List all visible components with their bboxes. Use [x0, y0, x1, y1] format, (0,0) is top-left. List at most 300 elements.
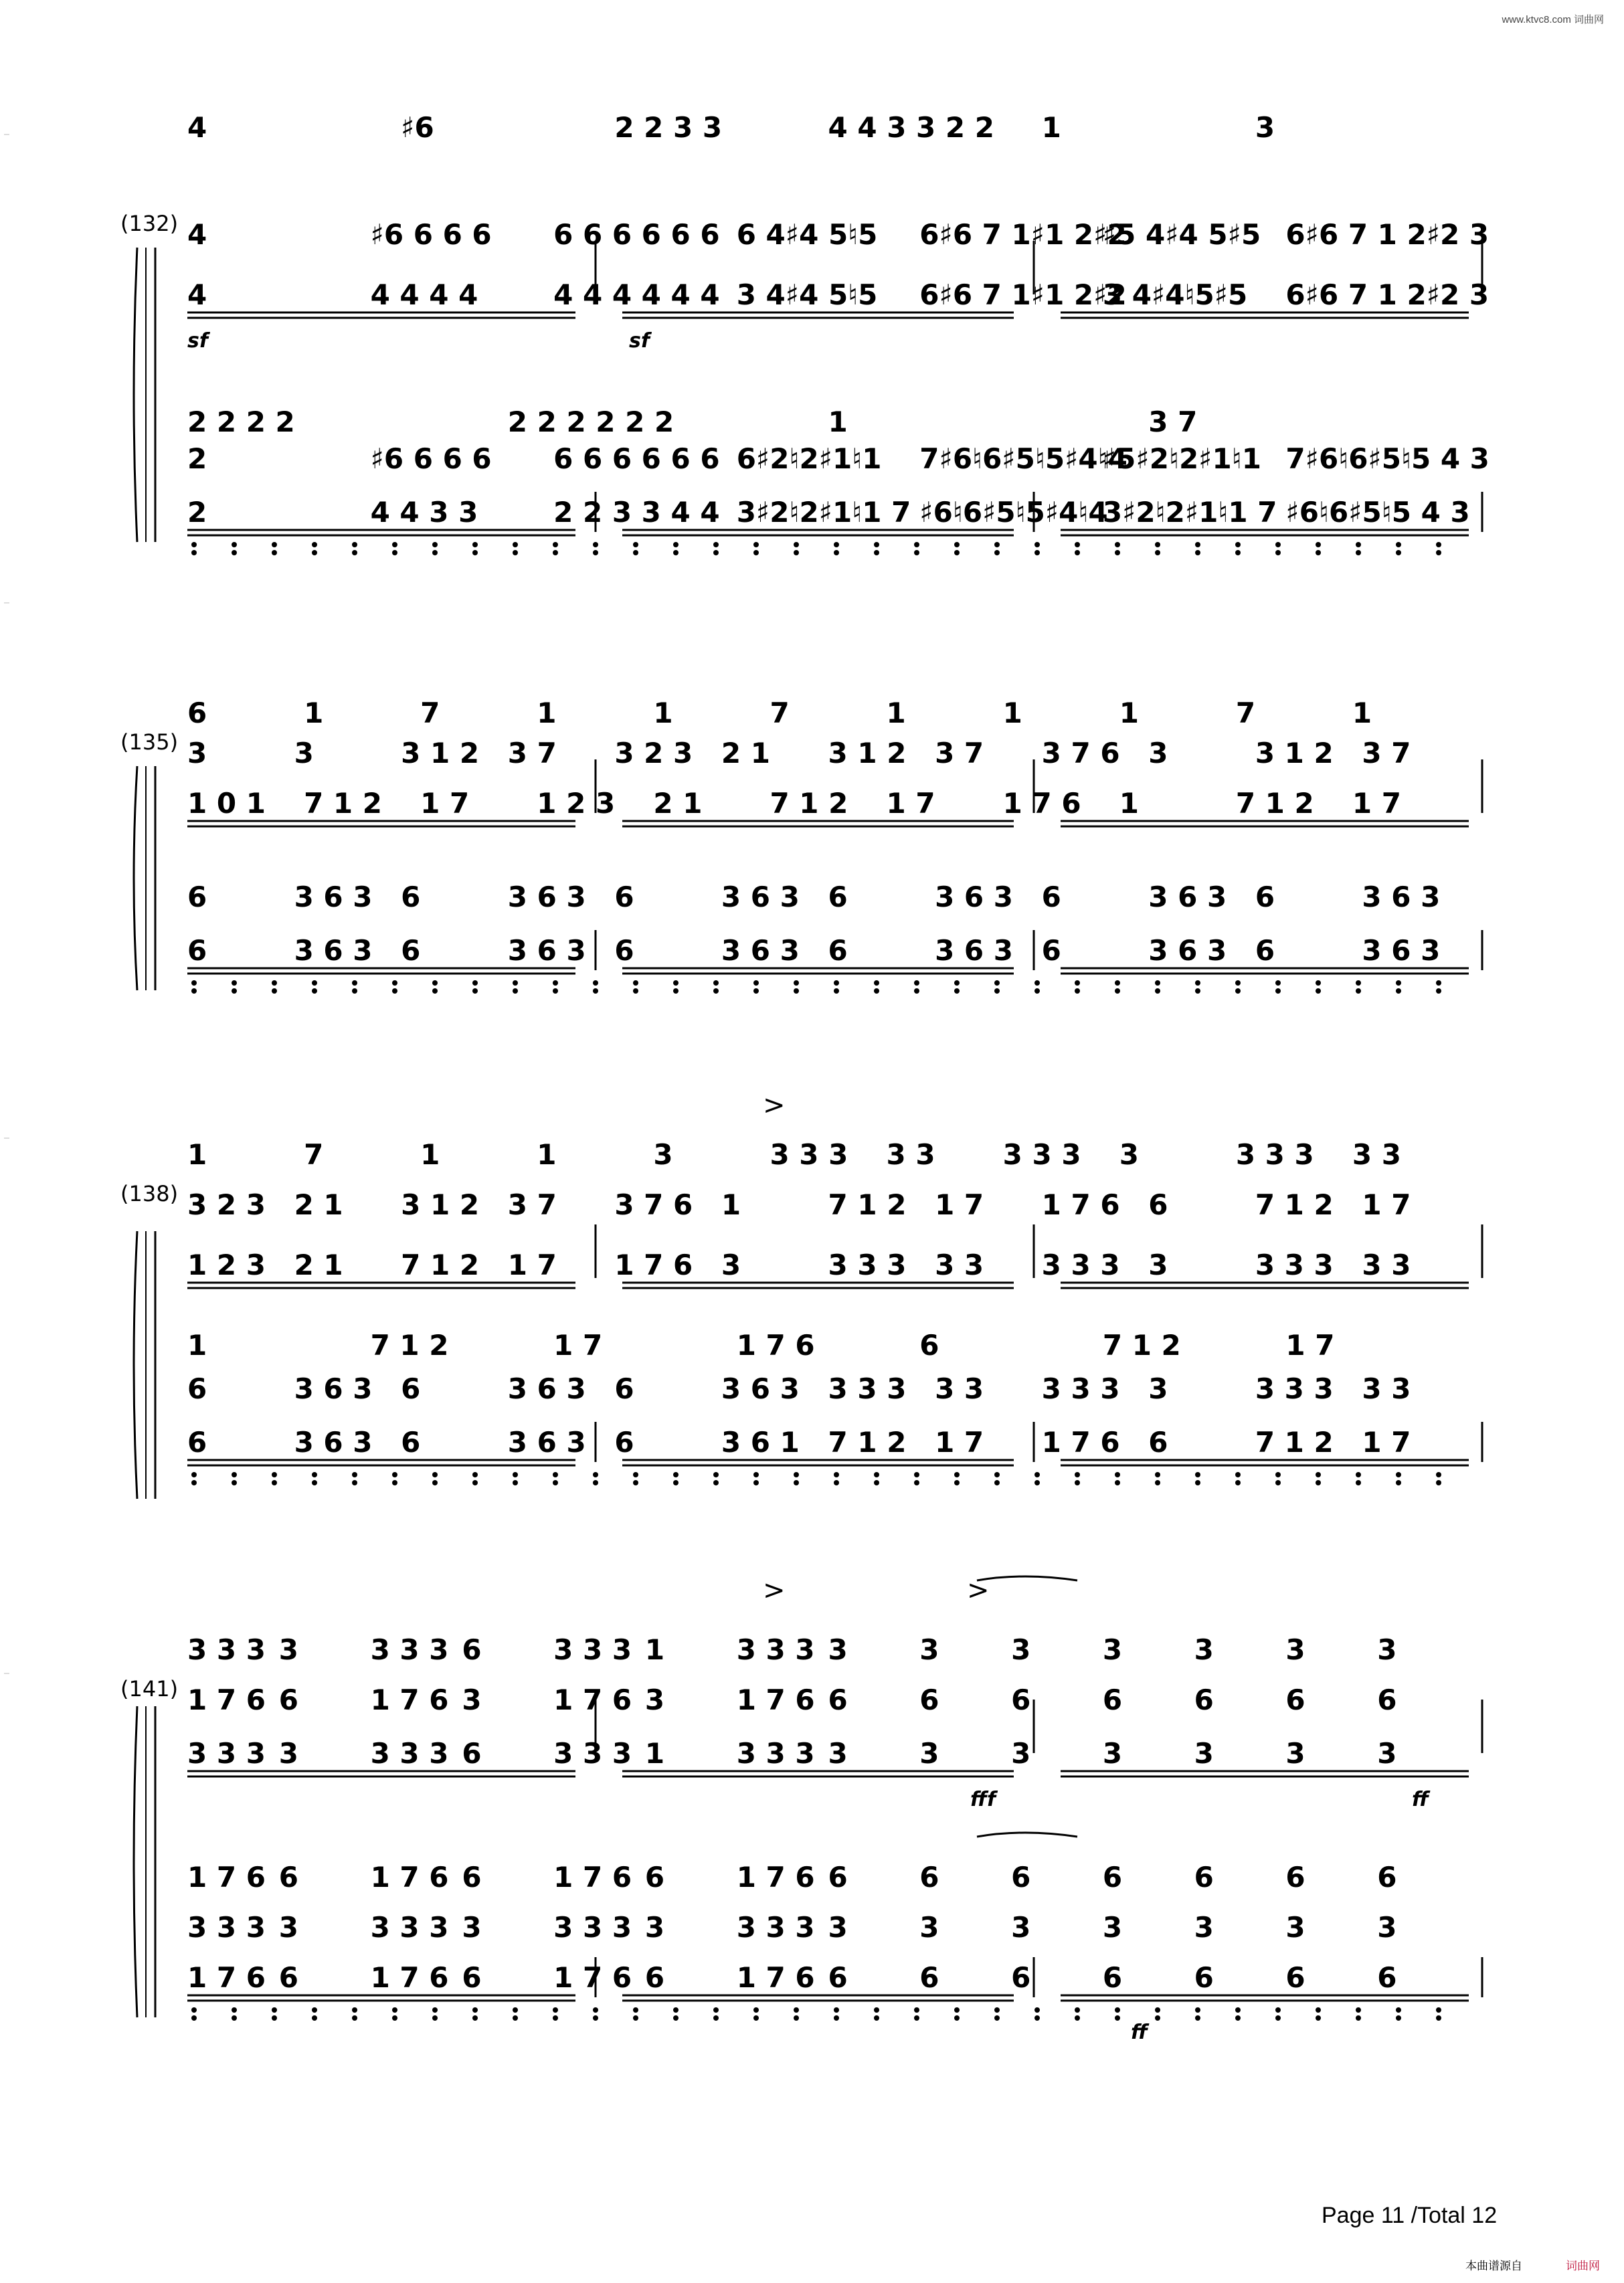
octave-dot — [794, 988, 799, 994]
upper-mid-note: 3 1 2 — [828, 737, 907, 769]
octave-dot — [1275, 980, 1281, 986]
octave-dot — [1075, 1472, 1080, 1477]
octave-dot — [1235, 2015, 1241, 2021]
upper-mid-note: 3 7 6 — [614, 1188, 693, 1221]
octave-dot — [272, 550, 277, 555]
lower-top-note: 6 — [187, 1372, 207, 1405]
octave-dot — [1155, 542, 1160, 547]
upper-mid-note: 6 — [1102, 1683, 1123, 1716]
octave-dot — [191, 988, 197, 994]
upper-top-note: 3 — [1119, 1138, 1139, 1171]
lower-mid-note: 3 — [919, 1911, 939, 1944]
octave-dot — [312, 988, 317, 994]
octave-dot — [432, 542, 438, 547]
lower-mid-note: 3 — [1194, 1911, 1214, 1944]
octave-dot — [1195, 980, 1200, 986]
accent-mark: > — [763, 1090, 786, 1121]
upper-bass-note: 1 7 — [1352, 787, 1401, 820]
octave-dot — [472, 550, 478, 555]
upper-bass-note: 3 — [828, 1737, 848, 1770]
octave-dot — [794, 2015, 799, 2021]
octave-dot — [432, 2007, 438, 2013]
octave-dot — [713, 2007, 719, 2013]
octave-dot — [312, 1472, 317, 1477]
octave-dot — [553, 980, 558, 986]
upper-bass-note: 3 — [721, 1249, 741, 1281]
octave-dot — [633, 980, 638, 986]
lower-mid-note: 3 3 3 — [553, 1911, 632, 1944]
tie-arc — [977, 1833, 1077, 1837]
octave-dot — [553, 988, 558, 994]
octave-dot — [1195, 2007, 1200, 2013]
lower-top-note: 3 6 3 — [935, 881, 1014, 913]
octave-dot — [1356, 1480, 1361, 1485]
octave-dot — [352, 542, 357, 547]
upper-top-note: 1 — [1119, 697, 1139, 729]
upper-mid-note: 3 — [294, 737, 314, 769]
upper-mid-note: 1 7 6 — [370, 1683, 449, 1716]
octave-dot — [513, 980, 518, 986]
octave-dot — [673, 542, 679, 547]
upper-top-note: 3 — [1194, 1633, 1214, 1666]
upper-top-note: 7 — [770, 697, 790, 729]
upper-bass-note: 3 — [919, 1737, 939, 1770]
octave-dot — [954, 988, 960, 994]
grand-staff-brace — [134, 766, 137, 990]
lower-top-note: 6♯2♮2♯1♮1 — [736, 442, 882, 475]
octave-dot — [1356, 988, 1361, 994]
lower-bass-note: 6 — [828, 1961, 848, 1994]
lower-bass-note: 6 — [1377, 1961, 1397, 1994]
upper-mid-note: 1 7 — [1362, 1188, 1411, 1221]
octave-dot — [1275, 988, 1281, 994]
lower-top-note: 7♯6♮6♯5♮5 4 3 — [1285, 442, 1490, 475]
upper-bass-note: 4 — [187, 278, 207, 311]
upper-mid-note: 6 — [1377, 1683, 1397, 1716]
upper-notes-note: 6♯6 7 1 2♯2 3 — [1285, 218, 1490, 251]
lower-bass-note: 3♯2♮2♯1♮1 7 — [736, 496, 911, 529]
octave-dot — [1155, 2015, 1160, 2021]
measure-number: (141) — [120, 1676, 179, 1702]
lower-top-note: 7♯6♮6♯5♮5♯4♮4 — [919, 442, 1127, 475]
octave-dot — [1195, 1472, 1200, 1477]
lower-mid-note: 3 3 3 — [187, 1911, 266, 1944]
octave-dot — [232, 1480, 237, 1485]
octave-dot — [713, 1472, 719, 1477]
lower-bass-note: 6 — [1255, 934, 1275, 967]
octave-dot — [994, 542, 1000, 547]
upper-top-note: 1 — [537, 697, 557, 729]
octave-dot — [633, 988, 638, 994]
octave-dot — [272, 1480, 277, 1485]
octave-dot — [1115, 2015, 1120, 2021]
upper-bass-note: 3 — [1285, 1737, 1305, 1770]
lower-top-note: 2 — [187, 442, 207, 475]
lower-high-note: 1 7 6 — [736, 1329, 815, 1362]
lower-bass-note: 6 — [401, 934, 421, 967]
octave-dot — [834, 2015, 839, 2021]
upper-top-note: 3 3 — [1352, 1138, 1401, 1171]
octave-dot — [191, 2007, 197, 2013]
lower-mid-note: 3 — [1102, 1911, 1123, 1944]
upper-mid-note: 3 — [644, 1683, 665, 1716]
octave-dot — [1436, 988, 1441, 994]
lower-high-note: 3 7 — [1148, 405, 1198, 438]
octave-dot — [232, 980, 237, 986]
octave-dot — [553, 2015, 558, 2021]
octave-dot — [1396, 988, 1401, 994]
octave-dot — [753, 542, 759, 547]
lower-mid-note: 3 — [828, 1911, 848, 1944]
octave-dot — [392, 2007, 397, 2013]
octave-dot — [794, 1472, 799, 1477]
octave-dot — [834, 550, 839, 555]
lower-bass-note: 1 7 6 — [1041, 1426, 1120, 1459]
source-site: 词曲网 — [1566, 2260, 1600, 2273]
octave-dot — [633, 2007, 638, 2013]
lower-top-note: 3 6 3 — [294, 881, 373, 913]
lower-top-note: 6 — [614, 881, 634, 913]
lower-bass-note: 6 — [462, 1961, 482, 1994]
upper-mid-note: 3 7 — [1362, 737, 1411, 769]
lower-top-note: 1 7 6 — [370, 1861, 449, 1894]
octave-dot — [593, 550, 598, 555]
upper-bass-note: 6 — [462, 1737, 482, 1770]
upper-top-note: 1 — [537, 1138, 557, 1171]
octave-dot — [794, 2007, 799, 2013]
octave-dot — [1316, 2015, 1321, 2021]
lower-top-note: 6 — [1285, 1861, 1305, 1894]
upper-mid-note: 2 1 — [294, 1188, 343, 1221]
octave-dot — [633, 1472, 638, 1477]
octave-dot — [954, 1472, 960, 1477]
octave-dot — [472, 2015, 478, 2021]
octave-dot — [1356, 1472, 1361, 1477]
upper-mid-note: 2 1 — [721, 737, 770, 769]
upper-bass-note: 7 1 2 — [1235, 787, 1314, 820]
octave-dot — [432, 1472, 438, 1477]
upper-mid-note: 1 7 6 — [1041, 1188, 1120, 1221]
octave-dot — [1155, 550, 1160, 555]
lower-high-note: 2 2 2 2 2 2 — [507, 405, 674, 438]
octave-dot — [954, 550, 960, 555]
octave-dot — [593, 1480, 598, 1485]
upper-top-note: 3 3 3 — [187, 1633, 266, 1666]
octave-dot — [633, 550, 638, 555]
lower-top-note: 3 6 3 — [507, 1372, 586, 1405]
upper-mid-note: 6 — [828, 1683, 848, 1716]
octave-dot — [914, 988, 919, 994]
upper-mid-note: 3 — [1148, 737, 1168, 769]
lower-bass-note: 6 — [1148, 1426, 1168, 1459]
lower-mid-note: 3 — [1285, 1911, 1305, 1944]
lower-bass-note: 3♯2♮2♯1♮1 7 — [1102, 496, 1277, 529]
octave-dot — [794, 1480, 799, 1485]
octave-dot — [1436, 542, 1441, 547]
upper-bass-note: 1 — [1119, 787, 1139, 820]
octave-dot — [312, 2015, 317, 2021]
octave-dot — [272, 980, 277, 986]
octave-dot — [432, 550, 438, 555]
octave-dot — [1316, 550, 1321, 555]
upper-bass-note: 1 2 3 — [537, 787, 616, 820]
lower-top-note: 6 — [401, 881, 421, 913]
octave-dot — [432, 1480, 438, 1485]
lower-bass-note: 6 — [828, 934, 848, 967]
lower-top-note: 3 6 3 — [721, 881, 800, 913]
octave-dot — [874, 2015, 879, 2021]
octave-dot — [1275, 550, 1281, 555]
octave-dot — [874, 980, 879, 986]
lower-mid-note: 3 3 3 — [370, 1911, 449, 1944]
octave-dot — [593, 2007, 598, 2013]
octave-dot — [593, 2015, 598, 2021]
upper-top-note: 3 3 3 — [736, 1633, 815, 1666]
upper-bass-note: 3 3 3 — [370, 1737, 449, 1770]
octave-dot — [352, 988, 357, 994]
lower-top-note: 6 — [614, 1372, 634, 1405]
upper-bass-note: 3 3 — [1362, 1249, 1411, 1281]
octave-dot — [753, 2007, 759, 2013]
lower-mid-note: 3 3 3 — [736, 1911, 815, 1944]
lower-top-note: 6 — [644, 1861, 665, 1894]
upper-notes-note: 4 — [187, 218, 207, 251]
upper-top-note: 1 — [420, 1138, 440, 1171]
octave-dot — [1155, 1472, 1160, 1477]
upper-mid-note: 6 — [278, 1683, 299, 1716]
octave-dot — [513, 542, 518, 547]
lower-top-note: 3 6 3 — [1148, 881, 1227, 913]
octave-dot — [1396, 980, 1401, 986]
octave-dot — [1195, 988, 1200, 994]
upper-bass-note: 3 — [278, 1737, 299, 1770]
octave-dot — [753, 988, 759, 994]
upper-top-note: 1 — [304, 697, 324, 729]
octave-dot — [914, 2007, 919, 2013]
octave-dot — [513, 2007, 518, 2013]
octave-dot — [232, 988, 237, 994]
octave-dot — [994, 1472, 1000, 1477]
octave-dot — [352, 2007, 357, 2013]
octave-dot — [472, 2007, 478, 2013]
lower-bass-note: 6 — [187, 1426, 207, 1459]
lower-mid-note: 3 — [278, 1911, 299, 1944]
octave-dot — [312, 550, 317, 555]
upper-bass-note: 7 1 2 — [770, 787, 848, 820]
lower-top-note: 3 6 3 — [721, 1372, 800, 1405]
upper-mid-note: 6 — [1194, 1683, 1214, 1716]
octave-dot — [1115, 1472, 1120, 1477]
upper-top-note: 3 3 3 — [1235, 1138, 1314, 1171]
upper-top-note: 3 — [1102, 1633, 1123, 1666]
octave-dot — [191, 980, 197, 986]
octave-dot — [432, 980, 438, 986]
lower-mid-note: 3 — [1377, 1911, 1397, 1944]
octave-dot — [1034, 550, 1040, 555]
upper-bass-note: 3 — [1011, 1737, 1031, 1770]
octave-dot — [513, 2015, 518, 2021]
octave-dot — [1396, 1472, 1401, 1477]
upper-mid-note: 3 — [187, 737, 207, 769]
octave-dot — [472, 1480, 478, 1485]
lower-high-note: 7 1 2 — [1102, 1329, 1181, 1362]
lower-bass-note: 2 2 3 3 4 4 — [553, 496, 720, 529]
lower-high-note: 2 2 2 2 — [187, 405, 295, 438]
octave-dot — [352, 980, 357, 986]
octave-dot — [392, 980, 397, 986]
lower-top-note: 6 — [1377, 1861, 1397, 1894]
upper-mid-note: 6 — [1148, 1188, 1168, 1221]
lower-bass-note: 1 7 6 — [736, 1961, 815, 1994]
accent-mark: > — [967, 1575, 990, 1606]
octave-dot — [191, 1480, 197, 1485]
octave-dot — [392, 542, 397, 547]
octave-dot — [1075, 980, 1080, 986]
lower-top-note: 6 — [1041, 881, 1061, 913]
grand-staff-brace — [134, 248, 137, 542]
octave-dot — [713, 980, 719, 986]
octave-dot — [191, 550, 197, 555]
octave-dot — [1155, 988, 1160, 994]
octave-dot — [1275, 1480, 1281, 1485]
upper-middle-note: 2 2 3 3 — [614, 111, 723, 144]
upper-mid-note: 7 1 2 — [828, 1188, 907, 1221]
lower-bass-note: 6 — [644, 1961, 665, 1994]
lower-high-note: 1 — [828, 405, 848, 438]
upper-bass-note: 3 4♯4 5♮5 — [736, 278, 878, 311]
upper-top-note: 3 — [1377, 1633, 1397, 1666]
octave-dot — [914, 980, 919, 986]
upper-notes-note: 6♯6 7 1♯1 2♯2 — [919, 218, 1127, 251]
octave-dot — [312, 2007, 317, 2013]
upper-notes-note: ♯5 4♯4 5♯5 — [1102, 218, 1261, 251]
upper-bass-note: 1 7 6 — [1002, 787, 1081, 820]
octave-dot — [1396, 542, 1401, 547]
upper-bass-note: 3 3 — [935, 1249, 984, 1281]
lower-top-note: 3 6 3 — [294, 1372, 373, 1405]
octave-dot — [553, 2007, 558, 2013]
octave-dot — [1396, 2015, 1401, 2021]
upper-mid-note: 6 — [1285, 1683, 1305, 1716]
octave-dot — [232, 2015, 237, 2021]
octave-dot — [633, 1480, 638, 1485]
octave-dot — [272, 2007, 277, 2013]
upper-top-note: 6 — [187, 697, 207, 729]
upper-top-note: 3 3 3 — [553, 1633, 632, 1666]
upper-bass-note: 1 7 — [886, 787, 935, 820]
octave-dot — [272, 2015, 277, 2021]
measure-number: (135) — [120, 729, 179, 755]
octave-dot — [1436, 2015, 1441, 2021]
octave-dot — [593, 542, 598, 547]
octave-dot — [392, 550, 397, 555]
upper-bass-note: 1 0 1 — [187, 787, 266, 820]
upper-middle-note: 4 — [187, 111, 207, 144]
upper-mid-note: 1 7 6 — [553, 1683, 632, 1716]
octave-dot — [1356, 980, 1361, 986]
upper-mid-note: 3 7 6 — [1041, 737, 1120, 769]
octave-dot — [432, 988, 438, 994]
octave-dot — [352, 2015, 357, 2021]
octave-dot — [753, 2015, 759, 2021]
lower-bass-note: 1 7 — [1362, 1426, 1411, 1459]
octave-dot — [1034, 988, 1040, 994]
upper-mid-note: 3 7 — [507, 1188, 557, 1221]
octave-dot — [914, 542, 919, 547]
upper-mid-note: 1 7 6 — [187, 1683, 266, 1716]
octave-dot — [392, 1480, 397, 1485]
lower-bass-note: 6 — [614, 934, 634, 967]
octave-dot — [553, 1472, 558, 1477]
octave-dot — [633, 2015, 638, 2021]
lower-high-note: 1 — [187, 1329, 207, 1362]
octave-dot — [1034, 1480, 1040, 1485]
lower-bass-note: 6 — [1041, 934, 1061, 967]
upper-middle-note: 3 — [1255, 111, 1275, 144]
lower-bass-note: 3 6 3 — [294, 1426, 373, 1459]
octave-dot — [1275, 2015, 1281, 2021]
octave-dot — [874, 1480, 879, 1485]
octave-dot — [1316, 1472, 1321, 1477]
upper-top-note: 3 — [278, 1633, 299, 1666]
octave-dot — [994, 988, 1000, 994]
upper-top-note: 1 — [653, 697, 673, 729]
octave-dot — [834, 980, 839, 986]
octave-dot — [753, 980, 759, 986]
octave-dot — [1034, 980, 1040, 986]
upper-bass-note: 1 2 3 — [187, 1249, 266, 1281]
dynamic-marking: sf — [187, 329, 208, 353]
octave-dot — [954, 542, 960, 547]
upper-bass-note: 2 1 — [294, 1249, 343, 1281]
upper-top-note: 3 3 3 — [370, 1633, 449, 1666]
upper-mid-note: 3 7 — [935, 737, 984, 769]
lower-bass-note: 3 6 3 — [294, 934, 373, 967]
octave-dot — [472, 980, 478, 986]
octave-dot — [994, 980, 1000, 986]
octave-dot — [1235, 550, 1241, 555]
octave-dot — [914, 1472, 919, 1477]
octave-dot — [1195, 2015, 1200, 2021]
octave-dot — [1034, 2015, 1040, 2021]
octave-dot — [673, 980, 679, 986]
lower-bass-note: 6 — [1194, 1961, 1214, 1994]
lower-top-note: ♯5♯2♮2♯1♮1 — [1102, 442, 1261, 475]
upper-top-note: 3 — [653, 1138, 673, 1171]
upper-notes-note: 6 6 6 6 6 6 — [553, 218, 720, 251]
octave-dot — [1115, 988, 1120, 994]
lower-bass-note: 7 1 2 — [1255, 1426, 1334, 1459]
lower-bass-note: 4 4 3 3 — [370, 496, 478, 529]
octave-dot — [713, 542, 719, 547]
lower-mid-note: 3 — [1011, 1911, 1031, 1944]
upper-mid-note: 1 7 — [935, 1188, 984, 1221]
accent-mark: > — [763, 1575, 786, 1606]
lower-bass-note: ♯6♮6♯5♮5♯4♮4 — [919, 496, 1108, 529]
octave-dot — [1275, 542, 1281, 547]
octave-dot — [312, 980, 317, 986]
octave-dot — [392, 1472, 397, 1477]
octave-dot — [1316, 2007, 1321, 2013]
octave-dot — [794, 550, 799, 555]
lower-high-note: 7 1 2 — [370, 1329, 449, 1362]
lower-top-note: 6 — [187, 881, 207, 913]
octave-dot — [1115, 2007, 1120, 2013]
octave-dot — [994, 550, 1000, 555]
lower-top-note: 3 6 3 — [1362, 881, 1441, 913]
octave-dot — [272, 542, 277, 547]
dynamic-marking: ff — [1412, 1788, 1429, 1811]
